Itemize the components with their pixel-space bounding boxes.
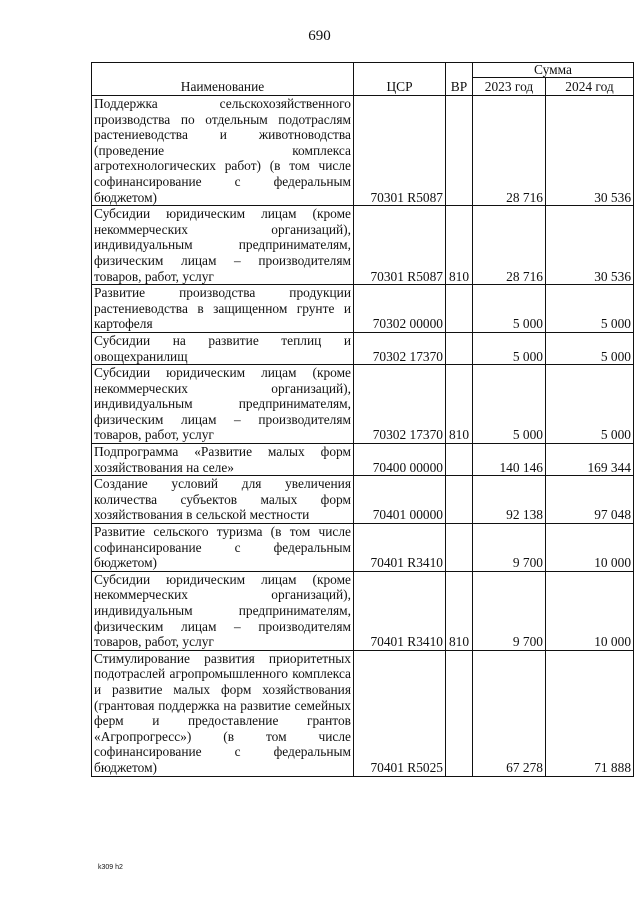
row-csr: 70401 R3410 bbox=[354, 571, 446, 650]
row-sum-2024: 169 344 bbox=[546, 444, 634, 476]
row-name: Субсидии на развитие теплиц и овощехранилищ bbox=[92, 332, 354, 364]
row-name: Субсидии юридическим лицам (кроме некоммерческих организаций), индивидуальным предпринимателям, физическим лицам – производителям товаров, работ, услуг bbox=[92, 206, 354, 285]
row-vr bbox=[446, 650, 473, 776]
table-row bbox=[92, 524, 634, 572]
row-name: Развитие производства продукции растениеводства в защищенном грунте и картофеля bbox=[92, 285, 354, 333]
row-vr bbox=[446, 476, 473, 524]
header-year-2023: 2023 год bbox=[473, 78, 546, 96]
table-row bbox=[92, 96, 634, 206]
row-csr: 70301 R5087 bbox=[354, 206, 446, 285]
row-sum-2024: 10 000 bbox=[546, 571, 634, 650]
header-vr: ВР bbox=[446, 63, 473, 96]
row-name: Субсидии юридическим лицам (кроме некоммерческих организаций), индивидуальным предпринимателям, физическим лицам – производителям товаров, работ, услуг bbox=[92, 571, 354, 650]
row-name: Создание условий для увеличения количества субъектов малых форм хозяйствования в сельской местности bbox=[92, 476, 354, 524]
row-sum-2023: 140 146 bbox=[473, 444, 546, 476]
row-csr: 70400 00000 bbox=[354, 444, 446, 476]
row-sum-2024: 71 888 bbox=[546, 650, 634, 776]
header-year-2024: 2024 год bbox=[546, 78, 634, 96]
row-csr: 70401 R5025 bbox=[354, 650, 446, 776]
row-vr bbox=[446, 285, 473, 333]
row-name: Развитие сельского туризма (в том числе софинансирование с федеральным бюджетом) bbox=[92, 524, 354, 572]
row-sum-2023: 9 700 bbox=[473, 571, 546, 650]
row-csr: 70302 00000 bbox=[354, 285, 446, 333]
page-number: 690 bbox=[308, 28, 331, 44]
row-sum-2024: 5 000 bbox=[546, 285, 634, 333]
row-sum-2024: 97 048 bbox=[546, 476, 634, 524]
row-sum-2023: 5 000 bbox=[473, 285, 546, 333]
row-sum-2024: 30 536 bbox=[546, 206, 634, 285]
table-row bbox=[92, 476, 634, 524]
row-csr: 70302 17370 bbox=[354, 332, 446, 364]
row-sum-2023: 28 716 bbox=[473, 96, 546, 206]
row-name: Стимулирование развития приоритетных подотраслей агропромышленного комплекса и развитие малых форм хозяйствования (грантовая поддержка на развитие семейных ферм и предоставление грантов «Агропрогресс») (в том числе софинансирование с федеральным бюджетом) bbox=[92, 650, 354, 776]
row-sum-2024: 5 000 bbox=[546, 332, 634, 364]
row-csr: 70302 17370 bbox=[354, 365, 446, 444]
header-csr: ЦСР bbox=[354, 63, 446, 96]
footer-code: k309 h2 bbox=[98, 864, 123, 871]
row-sum-2023: 67 278 bbox=[473, 650, 546, 776]
table-row bbox=[92, 365, 634, 444]
row-csr: 70301 R5087 bbox=[354, 96, 446, 206]
table-row bbox=[92, 285, 634, 333]
row-vr: 810 bbox=[446, 571, 473, 650]
row-csr: 70401 R3410 bbox=[354, 524, 446, 572]
row-vr bbox=[446, 444, 473, 476]
row-sum-2023: 28 716 bbox=[473, 206, 546, 285]
header-name: Наименование bbox=[92, 63, 354, 96]
row-vr: 810 bbox=[446, 206, 473, 285]
row-sum-2023: 9 700 bbox=[473, 524, 546, 572]
row-vr bbox=[446, 332, 473, 364]
table-row bbox=[92, 332, 634, 364]
row-vr: 810 bbox=[446, 365, 473, 444]
row-vr bbox=[446, 96, 473, 206]
row-name: Подпрограмма «Развитие малых форм хозяйствования на селе» bbox=[92, 444, 354, 476]
row-sum-2023: 5 000 bbox=[473, 365, 546, 444]
budget-table bbox=[91, 62, 634, 777]
header-sum: Сумма bbox=[473, 63, 634, 78]
row-csr: 70401 00000 bbox=[354, 476, 446, 524]
row-name: Субсидии юридическим лицам (кроме некоммерческих организаций), индивидуальным предпринимателям, физическим лицам – производителям товаров, работ, услуг bbox=[92, 365, 354, 444]
row-name: Поддержка сельскохозяйственного производства по отдельным подотраслям растениеводства и животноводства (проведение комплекса агротехнологических работ) (в том числе софинансирование с федеральным бюджетом) bbox=[92, 96, 354, 206]
row-sum-2024: 30 536 bbox=[546, 96, 634, 206]
table-row bbox=[92, 571, 634, 650]
table-row bbox=[92, 650, 634, 776]
row-sum-2024: 5 000 bbox=[546, 365, 634, 444]
row-sum-2023: 5 000 bbox=[473, 332, 546, 364]
row-sum-2024: 10 000 bbox=[546, 524, 634, 572]
table-row bbox=[92, 206, 634, 285]
row-vr bbox=[446, 524, 473, 572]
row-sum-2023: 92 138 bbox=[473, 476, 546, 524]
table-row bbox=[92, 444, 634, 476]
